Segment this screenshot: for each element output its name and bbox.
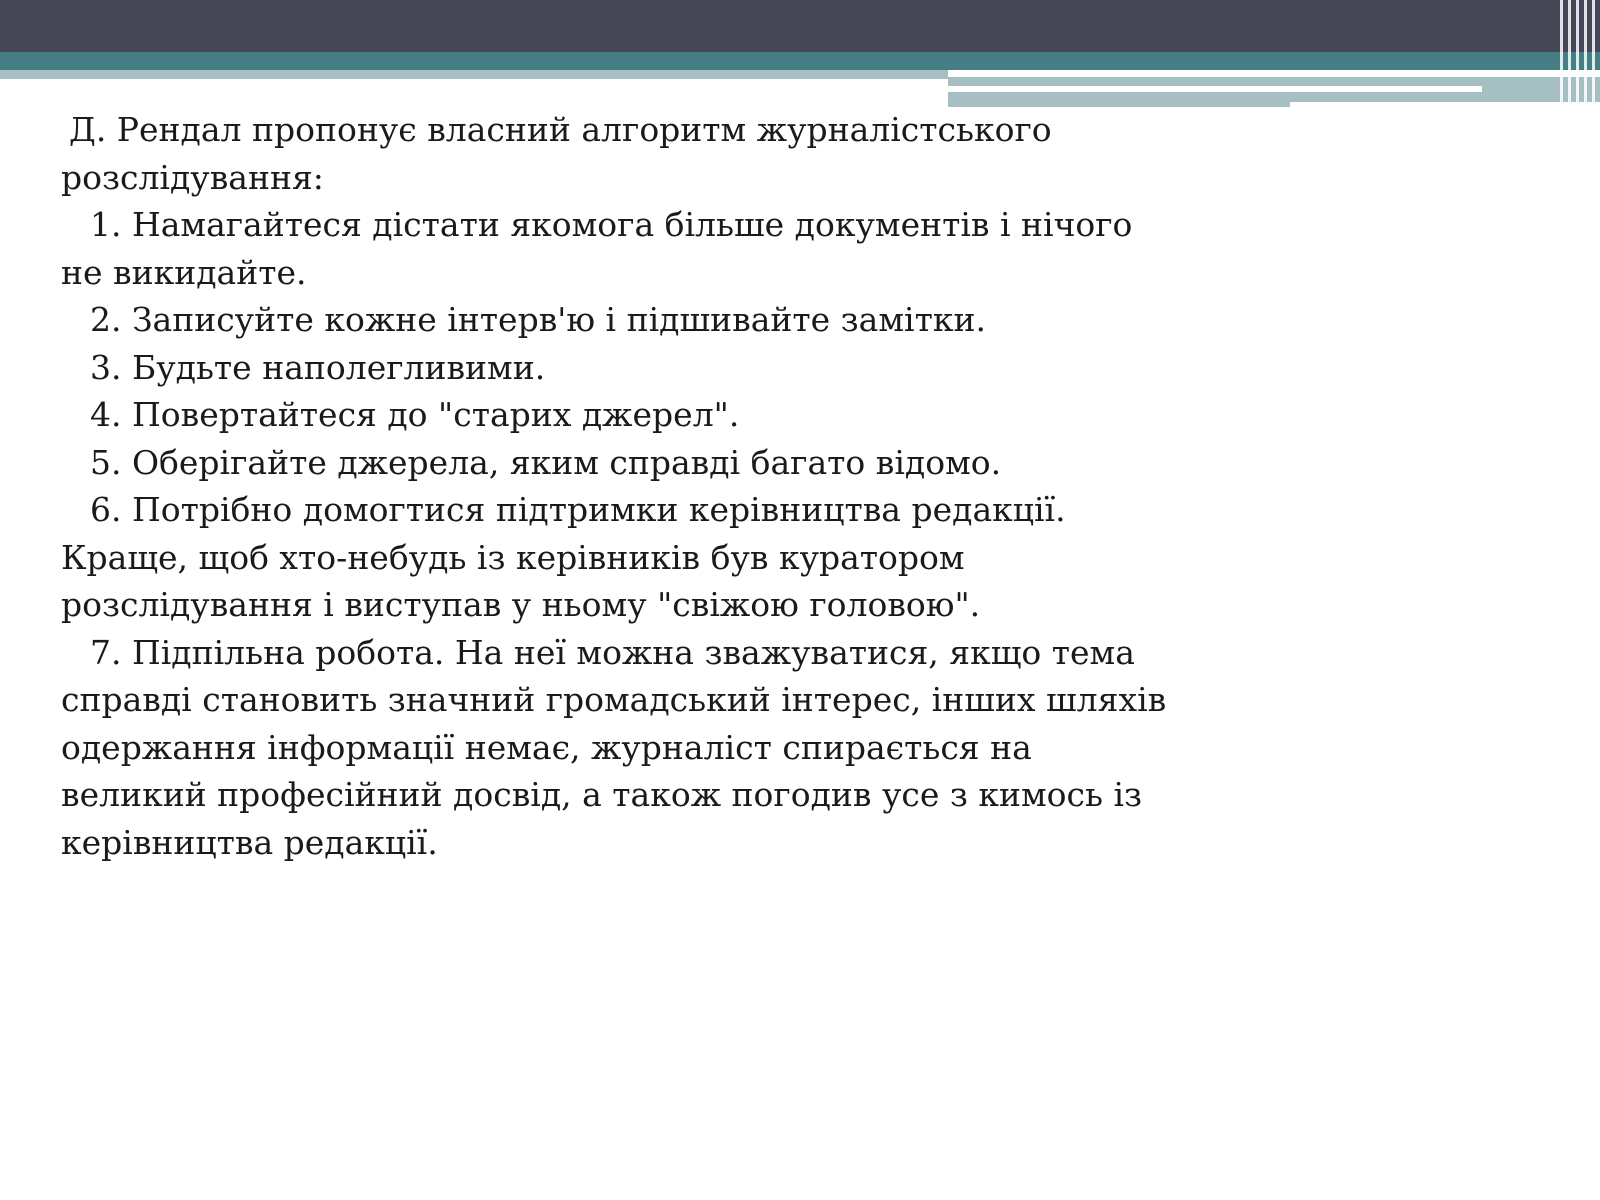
- list-item-2: 2. Записуйте кожне інтерв'ю і підшивайте замітки.: [90, 300, 986, 339]
- header-white-line: [948, 86, 1482, 92]
- intro-paragraph: Д. Рендал пропонує власний алгоритм журналістського розслідування:: [61, 110, 1052, 197]
- list-item-3: 3. Будьте наполегливими.: [90, 347, 546, 387]
- list-item-7: 7. Підпільна робота. На неї можна зважуватися, якщо тема справді становить значний громадський інтерес, інших шляхів одержання інформації немає, журналіст спирається на великий професійний досвід, а також погодив усе з кимось із керівництва редакції.: [61, 632, 1167, 862]
- list-item-1: 1. Намагайтеся дістати якомога більше документів і нічого не викидайте.: [61, 205, 1133, 292]
- header-band-teal: [0, 52, 1600, 70]
- header-band-light-left: [0, 70, 948, 79]
- header-vertical-stripes: [1554, 0, 1600, 110]
- list-item-6: 6. Потрібно домогтися підтримки керівництва редакції. Краще, щоб хто-небудь із керівників був куратором розслідування і виступав у ньому "свіжою головою".: [61, 490, 1066, 624]
- list-item-5: 5. Оберігайте джерела, яким справді багато відомо.: [90, 442, 1002, 482]
- list-item-4: 4. Повертайтеся до "старих джерел".: [90, 395, 740, 434]
- slide-body-text: [61, 106, 1181, 866]
- header-band-dark: [0, 0, 1600, 52]
